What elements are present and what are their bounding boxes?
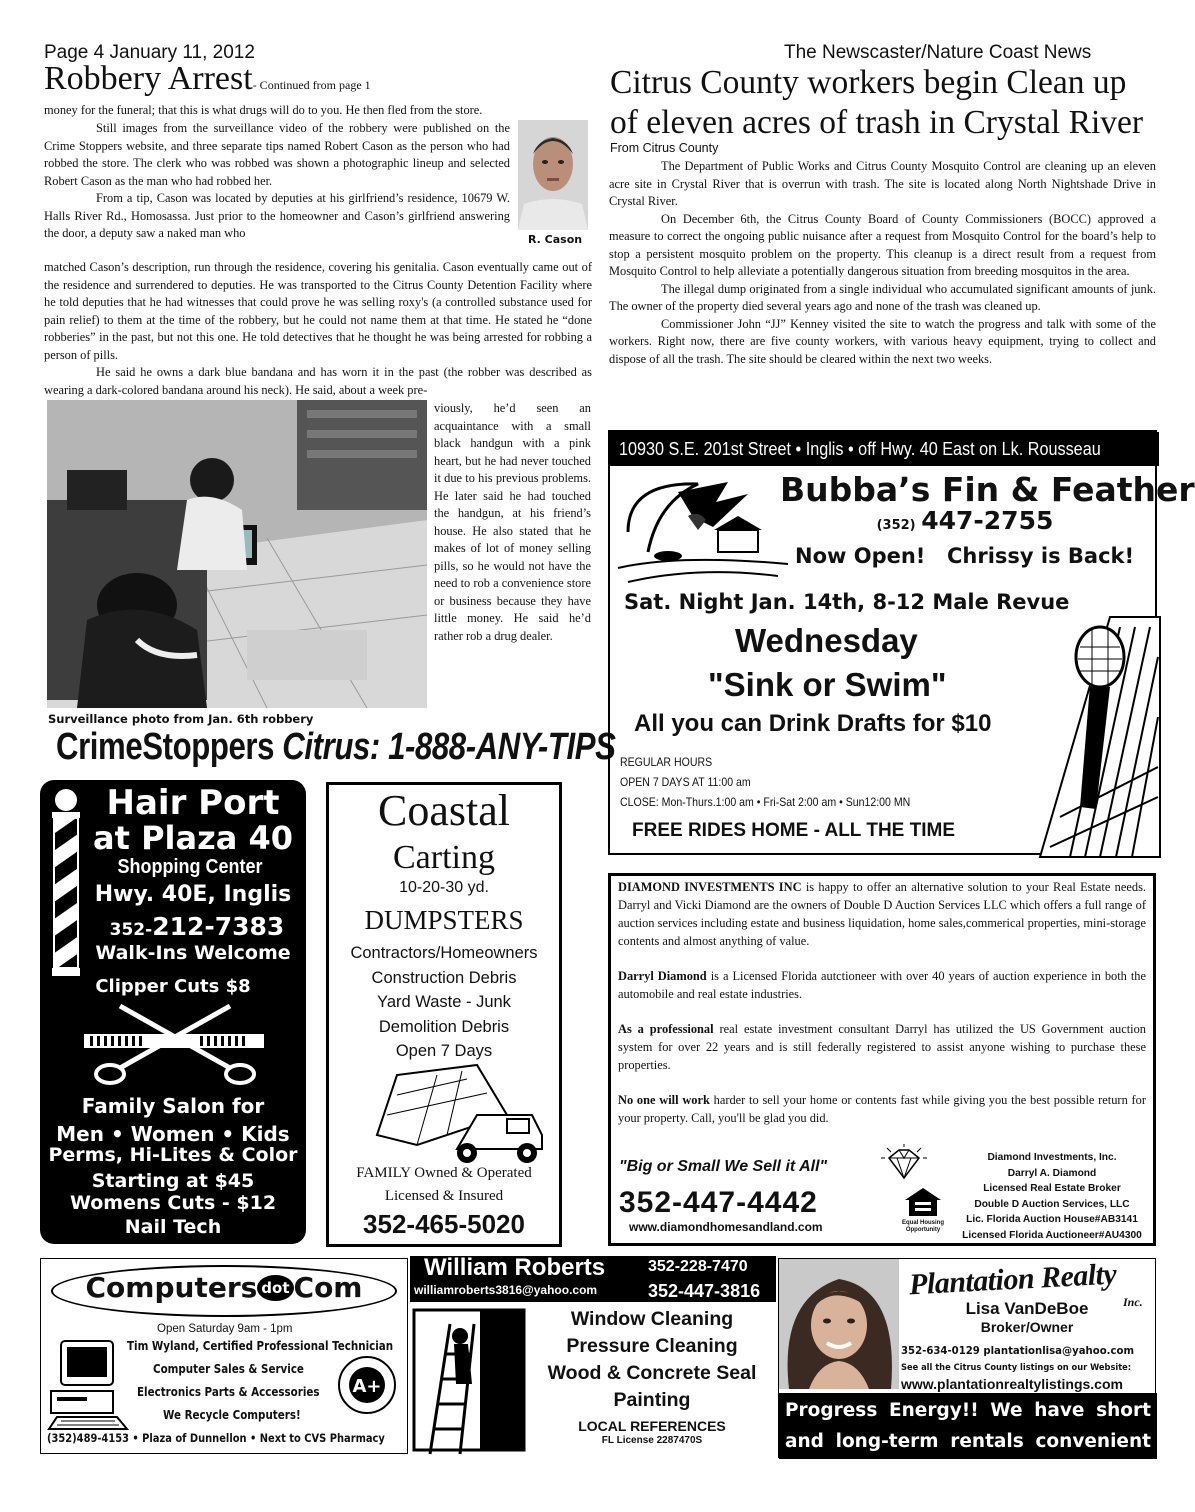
computers-sales: Computer Sales & Service xyxy=(153,1362,304,1376)
plantation-ad xyxy=(778,1257,1156,1483)
robbery-p1-block xyxy=(44,102,592,120)
william-service-3: Wood & Concrete Seal xyxy=(547,1362,757,1384)
plantation-agent-name: Lisa VanDeBoe xyxy=(965,1299,1089,1318)
bubbas-hours-title: REGULAR HOURS xyxy=(620,755,713,769)
bubbas-hours-close: CLOSE: Mon-Thurs.1:00 am • Fri-Sat 2:00 am • Sun12:00 MN xyxy=(620,795,911,809)
crimestoppers-label: CrimeStoppers xyxy=(56,726,283,768)
bubbas-chrissy: Chrissy is Back! xyxy=(947,544,1135,568)
william-service-1: Window Cleaning xyxy=(570,1308,734,1330)
cleanup-title-line1: Citrus County workers begin Clean up xyxy=(610,64,1127,101)
coastal-licensed: Licensed & Insured xyxy=(384,1188,504,1204)
diamond-p2 xyxy=(618,967,1146,1003)
computer-icon xyxy=(47,1339,131,1431)
diamond-phone: 352-447-4442 xyxy=(619,1186,818,1219)
bubbas-phone-line xyxy=(780,506,1150,535)
william-ad xyxy=(410,1256,776,1454)
hairport-clipper: Clipper Cuts $8 xyxy=(95,976,251,997)
bubbas-drafts: All you can Drink Drafts for $10 xyxy=(634,710,992,737)
bubbas-saturday: Sat. Night Jan. 14th, 8-12 Male Revue xyxy=(624,590,1070,614)
robbery-p2: Still images from the surveillance video of the robbery were published on the Crime Stoppers website, and three separate tips named Robert Cason as the person who had robbed the store. The clerk who was robbed was shown a photographic lineup and selected Robert Cason as the man who had robbed her. xyxy=(44,121,510,188)
bubbas-sink-swim: "Sink or Swim" xyxy=(708,666,947,703)
diamond-p4-text: harder to sell your home or contents fast while giving you the best possible return for your property. Call, you'll be glad you did. xyxy=(618,1093,1146,1125)
bubbas-hours xyxy=(620,752,910,812)
cleanup-title-line2: of eleven acres of trash in Crystal River xyxy=(610,104,1144,141)
bubbas-hours-open: OPEN 7 DAYS AT 11:00 am xyxy=(620,775,751,789)
bubbas-free-rides: FREE RIDES HOME - ALL THE TIME xyxy=(632,820,956,841)
diamond-p3 xyxy=(618,1020,1146,1074)
ladder-painter-icon xyxy=(410,1304,530,1454)
computers-tech: Tim Wyland, Certified Professional Technician xyxy=(127,1339,394,1353)
diamond-info-3: Licensed Real Estate Broker xyxy=(983,1183,1121,1194)
cleanup-p2: On December 6th, the Citrus County Board of County Commissioners (BOCC) approved a measure to correct the ongoing public nuisance after a request from Mosquito Control for the board’s help to stop a persistent mosquito problem on the property. This cleanup is a direct result from a request from Mosquito Control to help alleviate a potentially dangerous situation from breeding mosquitos in the area. xyxy=(609,211,1156,278)
cleanup-p1: The Department of Public Works and Citrus County Mosquito Control are cleaning up an eleven acre site in Crystal River that is overrun with trash. The site is located along North Nightshade Drive in Crystal River. xyxy=(609,159,1156,208)
diamond-ad xyxy=(608,873,1156,1246)
svg-text:A+: A+ xyxy=(352,1376,382,1397)
diamond-body xyxy=(618,878,1146,1127)
computers-logo-dot: dot xyxy=(257,1275,293,1301)
cason-mugshot xyxy=(518,120,588,230)
william-references: LOCAL REFERENCES xyxy=(578,1418,726,1434)
coastal-family: FAMILY Owned & Operated xyxy=(356,1165,532,1181)
bubbas-ad xyxy=(608,430,1195,855)
robbery-p3: From a tip, Cason was located by deputies at his girlfriend’s residence, 10679 W. Halls River Rd., Homosassa. Just prior to the homeowner and Cason’s girlfriend answering the door, a deputy saw a naked man who xyxy=(44,191,510,240)
robbery-headline xyxy=(44,60,594,98)
william-services xyxy=(530,1306,774,1414)
hairport-walkins: Walk-Ins Welcome xyxy=(95,942,291,964)
hairport-nail: Nail Tech xyxy=(124,1216,222,1238)
hairport-name: Hair Port xyxy=(106,783,280,823)
diamond-info xyxy=(947,1150,1157,1243)
bubbas-phone: 447-2755 xyxy=(921,506,1054,535)
hairport-starting: Starting at $45 xyxy=(91,1170,255,1192)
hairport-phone: 212-7383 xyxy=(152,912,285,941)
robbery-p4: He said he owns a dark blue bandana and has worn it in the past (the robber was described as wearing a dark-colored bandana around his neck). He said, about a week pre- xyxy=(44,365,592,397)
diamond-info-4: Double D Auction Services, LLC xyxy=(974,1198,1130,1210)
william-phone-1: 352-228-7470 xyxy=(648,1258,748,1275)
diamond-p2-bold: Darryl Diamond xyxy=(618,969,707,983)
diamond-p1-text: is happy to offer an alternative solution to your Real Estate needs. Darryl and Vicki Diamond are the owners of Double D Auction Services LLC which offers a full range of auction services including estate and business liquidation, home sales,commerical properties, mini-storage contents and almost anything of value. xyxy=(618,880,1146,948)
diamond-p3-text: real estate investment consultant Darryl has utilized the US Government auction system for over 22 years and is still federally registered to assist anyone wishing to purchase these properties. xyxy=(618,1022,1146,1072)
bubbas-logo-art xyxy=(618,472,788,590)
hairport-men-women: Men • Women • Kids xyxy=(56,1122,290,1146)
coastal-phone: 352-465-5020 xyxy=(363,1209,525,1239)
coastal-services xyxy=(329,941,559,1064)
microphone-icon xyxy=(1040,617,1160,857)
hairport-area-code: 352- xyxy=(109,920,153,940)
william-name: William Roberts xyxy=(424,1254,606,1281)
coastal-ad xyxy=(326,782,562,1247)
cleanup-body xyxy=(609,158,1156,368)
computers-logo-b: Com xyxy=(293,1271,363,1304)
plantation-agent-title: Broker/Owner xyxy=(980,1319,1074,1335)
hairport-family: Family Salon for xyxy=(81,1094,265,1118)
bubbas-area-code: (352) xyxy=(876,518,916,533)
coastal-dumpsters: DUMPSTERS xyxy=(364,905,524,935)
plantation-see-listings: See all the Citrus County listings on our Website: xyxy=(901,1363,1132,1373)
plantation-logo: Plantation Realty xyxy=(908,1257,1118,1302)
coastal-name: Coastal xyxy=(378,786,510,835)
dumpster-truck-icon xyxy=(357,1065,547,1165)
diamond-p1 xyxy=(618,878,1146,950)
scissors-comb-icon xyxy=(80,1006,270,1086)
computers-footer: (352)489-4153 • Plaza of Dunnellon • Next to CVS Pharmacy xyxy=(47,1431,385,1445)
cleanup-p4: Commissioner John “JJ” Kenney visited the site to watch the progress and talk with some of the workers. Right now, there are five county workers, with various heavy equipment, trying to collect and dispose of all the trash. The site should be cleared within the next two weeks. xyxy=(609,316,1156,366)
plantation-email: 352-634-0129 plantationlisa@yahoo.com xyxy=(901,1344,1135,1357)
hairport-phone-line xyxy=(84,912,310,941)
diamond-info-6: Licensed Florida Auctioneer#AU4300 xyxy=(962,1229,1142,1241)
robbery-p2-block xyxy=(44,120,510,243)
robbery-p4b-block xyxy=(434,400,591,645)
computers-ad xyxy=(40,1258,408,1454)
william-service-2: Pressure Cleaning xyxy=(566,1335,738,1357)
diamond-info-5: Lic. Florida Auction House#AB3141 xyxy=(966,1214,1138,1225)
william-license: FL License 2287470S xyxy=(601,1435,703,1446)
plantation-banner: Progress Energy!! We have short and long-term rentals convenient to plant!! xyxy=(779,1393,1157,1459)
plantation-website: www.plantationrealtylistings.com xyxy=(901,1376,1123,1392)
coastal-service-2: Construction Debris xyxy=(371,968,517,987)
cleanup-byline: From Citrus County xyxy=(610,141,719,155)
hairport-womens: Womens Cuts - $12 xyxy=(69,1192,277,1214)
plantation-inc: Inc. xyxy=(1123,1295,1143,1309)
computers-saturday: Open Saturday 9am - 1pm xyxy=(157,1323,293,1335)
bubbas-address-bar: 10930 S.E. 201st Street • Inglis • off Hwy. 40 East on Lk. Rousseau xyxy=(610,432,1159,466)
diamond-website: www.diamondhomesandland.com xyxy=(629,1220,823,1234)
hairport-shopping: Shopping Center xyxy=(117,856,263,878)
page-header-left: Page 4 January 11, 2012 xyxy=(44,42,255,63)
diamond-slogan: "Big or Small We Sell it All" xyxy=(619,1158,828,1175)
coastal-service-3: Yard Waste - Junk xyxy=(377,993,511,1011)
hairport-ad xyxy=(40,780,306,1244)
lisa-portrait xyxy=(779,1259,899,1389)
equal-housing-icon xyxy=(901,1186,945,1218)
coastal-service-5: Open 7 Days xyxy=(395,1042,493,1060)
diamond-p1-bold: DIAMOND INVESTMENTS INC xyxy=(618,880,802,894)
cleanup-p3: The illegal dump originated from a single individual who accumulated significant amounts of junk. The owner of the property died several years ago and none of the trash was cleaned up. xyxy=(609,281,1156,313)
diamond-info-1: Diamond Investments, Inc. xyxy=(987,1152,1117,1163)
william-phone-2: 352-447-3816 xyxy=(648,1281,761,1301)
crimestoppers-line xyxy=(56,726,616,769)
diamond-p4 xyxy=(618,1091,1146,1127)
robbery-continued: - Continued from page 1 xyxy=(252,78,371,92)
computers-parts: Electronics Parts & Accessories xyxy=(137,1385,320,1399)
coastal-yards: 10-20-30 yd. xyxy=(399,879,489,896)
computers-recycle: We Recycle Computers! xyxy=(163,1408,301,1422)
hairport-perms: Perms, Hi-Lites & Color xyxy=(48,1144,298,1166)
robbery-title: Robbery Arrest xyxy=(44,60,253,97)
hairport-plaza: at Plaza 40 xyxy=(93,819,293,857)
coastal-service-4: Demolition Debris xyxy=(378,1017,510,1036)
coastal-service-1: Contractors/Homeowners xyxy=(350,944,538,962)
william-service-4: Painting xyxy=(613,1389,691,1411)
william-email: williamroberts3816@yahoo.com xyxy=(414,1283,598,1297)
surveillance-caption: Surveillance photo from Jan. 6th robbery xyxy=(48,712,314,726)
surveillance-photo xyxy=(47,400,427,708)
bubbas-name: Bubba’s Fin & Feather xyxy=(780,470,1195,509)
diamond-p3-bold: As a professional xyxy=(618,1022,714,1036)
crimestoppers-phone: Citrus: 1-888-ANY-TIPS xyxy=(282,726,616,768)
robbery-p3b-block xyxy=(44,259,592,399)
bubbas-now-open: Now Open! xyxy=(795,544,926,568)
diamond-p2-text: is a Licensed Florida autctioneer with over 40 years of auction experience in both the automobile and real estate industries. xyxy=(618,969,1147,1001)
equal-housing-label: Equal Housing Opportunity xyxy=(902,1220,944,1233)
mugshot-figure xyxy=(518,120,588,230)
mugshot-caption: R. Cason xyxy=(528,233,583,246)
bubbas-wednesday: Wednesday xyxy=(735,622,918,659)
diamond-gem-icon xyxy=(879,1144,929,1184)
coastal-carting: Carting xyxy=(393,839,495,876)
surveillance-scene xyxy=(47,400,427,708)
page-header-right: The Newscaster/Nature Coast News xyxy=(784,42,1092,63)
robbery-p1: money for the funeral; that this is what drugs will do to you. He then fled from the store. xyxy=(44,103,483,117)
diamond-info-2: Darryl A. Diamond xyxy=(1007,1167,1097,1179)
robbery-p3b: matched Cason’s description, run through the residence, covering his genitalia. Cason eventually came out of the residence and surrendered to deputies. He was transported to the Citrus County Detention Facility where he told deputies that he had witnesses that could prove he was selling roxy's (a controlled substance used for pain relief) to them at the time of the robbery, but he could not name them at that time. He stated he “done robberies” in the past, but not this one. He told detectives that he thought he was being arrested for robbing a person of pills. xyxy=(44,260,592,362)
a-plus-certified-badge xyxy=(337,1355,397,1415)
hairport-address: Hwy. 40E, Inglis xyxy=(94,882,292,907)
robbery-p4b: viously, he’d seen an acquaintance with a small black handgun with a pink heart, but he had never touched it due to his previous problems. He later said he had touched the handgun, at his friend’s house. He also stated that he makes of lot of money selling pills, so he would not have the need to rob a convenience store or business because they have little money. He said he’d rather rob a drug dealer. xyxy=(434,401,591,643)
diamond-p4-bold: No one will work xyxy=(618,1093,710,1107)
computers-logo xyxy=(51,1271,397,1304)
computers-logo-a: Computers xyxy=(85,1271,258,1304)
